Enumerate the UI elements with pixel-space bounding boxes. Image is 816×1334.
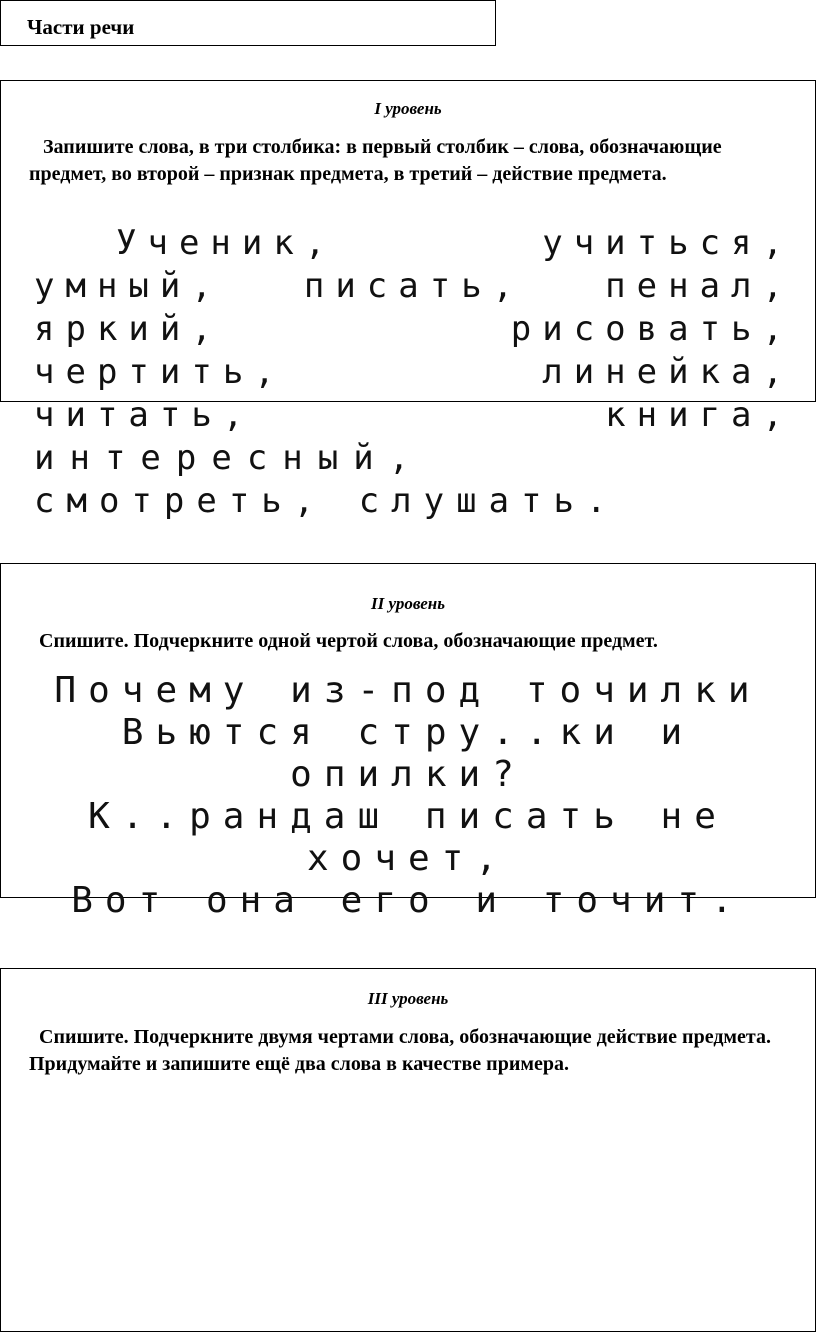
word: рисовать, [510, 309, 794, 349]
word: умный, [34, 266, 223, 306]
word: книга, [605, 395, 794, 435]
word-row [34, 394, 794, 437]
level2-heading: II уровень [371, 594, 445, 613]
level3-heading: III уровень [367, 989, 449, 1008]
poem-line: К..рандаш писать не [88, 796, 728, 837]
word: смотреть, слушать. [34, 481, 619, 521]
word: чертить, [34, 352, 286, 392]
word-row [34, 265, 794, 308]
level3-card [0, 968, 816, 1332]
poem-line: Почему из-под точилки [54, 670, 762, 711]
word: учиться, [542, 223, 794, 263]
poem-line: Вьются стру..ки и [121, 712, 695, 753]
level1-heading: I уровень [374, 99, 442, 118]
level3-task: Спишите. Подчеркните двумя чертами слова, обозначающие действие предмета. Придумайте и запишите ещё два слова в качестве примера. [29, 1026, 772, 1075]
poem-line: хочет, [306, 838, 510, 879]
word: Ученик, [116, 223, 337, 263]
title-box [0, 0, 496, 46]
page-title: Части речи [27, 15, 135, 39]
word-row [34, 351, 794, 394]
poem-line: опилки? [290, 754, 526, 795]
word-list [34, 222, 794, 523]
word-row [34, 308, 794, 351]
word: интересный, [34, 438, 425, 478]
level2-task: Спишите. Подчеркните одной чертой слова, обозначающие предмет. [39, 630, 658, 652]
word: читать, [34, 395, 255, 435]
word: пенал, [605, 266, 794, 306]
poem-line: Вот она его и точит. [71, 880, 745, 921]
poem [0, 670, 816, 922]
word: линейка, [542, 352, 794, 392]
word-row [34, 222, 794, 265]
level1-task: Запишите слова, в три столбика: в первый столбик – слова, обозначающие предмет, во второй – признак предмета, в третий – действие предмета. [29, 136, 722, 185]
word: яркий, [34, 309, 223, 349]
word-row [34, 437, 794, 480]
word: писать, [303, 266, 525, 306]
word-row [34, 480, 794, 523]
